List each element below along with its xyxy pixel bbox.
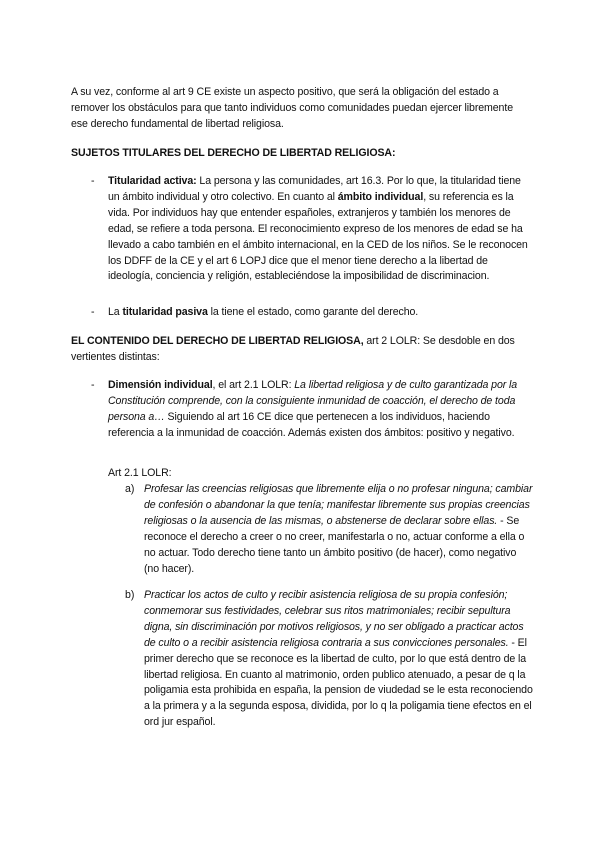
term-titularidad-pasiva: titularidad pasiva — [122, 306, 208, 318]
art-label: Art 2.1 LOLR: — [108, 467, 172, 479]
section-heading-contenido-bold: EL CONTENIDO DEL DERECHO DE LIBERTAD RELIGIOSA, — [71, 335, 364, 347]
bullet-marker: - — [91, 175, 95, 187]
item-b-paragraph: Practicar los actos de culto y recibir asistencia religiosa de su propia confesión; conmemorar sus festividades, celebrar sus ritos matrimoniales; recibir sepultura digna, sin discriminación por motivos religiosos, y no ser obligado a practicar actos de culto o a recibir asistencia religiosa contraria a sus convicciones personales. - El primer derecho que se reconoce es la libertad de culto, por lo que está dentro de la libertad religiosa. En cuanto al matrimonio, orden publico atenuado, a pesar de q la poligamia esta prohibida en españa, la pension de viudedad se le esta reconociendo a la primera y a la segunda esposa, dividida, por lo q la poligamia tiene efectos en el ord jur español. — [144, 589, 533, 729]
item-a-quote: Profesar las creencias religiosas que libremente elija o no profesar ninguna; cambiar de confesión o abandonar la que tenía; manifestar libremente sus propias creencias religiosas o la ausencia de las mismas, o abstenerse de declarar sobre ellas. — [144, 483, 533, 527]
item-b-quote: Practicar los actos de culto y recibir asistencia religiosa de su propia confesión; conmemorar sus festividades, celebrar sus ritos matrimoniales; recibir sepultura digna, sin discriminación por motivos religiosos, y no ser obligado a practicar actos de culto o a recibir asistencia religiosa contraria a sus convicciones personales. — [144, 589, 524, 649]
bullet-dimension-individual: Dimensión individual, el art 2.1 LOLR: La libertad religiosa y de culto garantizada por la Constitución comprende, con la consiguiente inmunidad de coacción, el derecho de toda persona a… Siguiendo al art 16 CE dice que pertenecen a los individuos, haciendo referencia a la inmunidad de coacción. Además existen dos ámbitos: positivo y negativo. — [108, 379, 518, 439]
section-heading-titulares: SUJETOS TITULARES DEL DERECHO DE LIBERTAD RELIGIOSA: — [71, 147, 396, 159]
quote-art-2-1: La libertad religiosa y de culto garantizada por la Constitución comprende, con la consiguiente inmunidad de coacción, el derecho de toda persona a… — [108, 379, 518, 423]
bullet-marker: - — [91, 379, 95, 391]
item-a-paragraph: Profesar las creencias religiosas que libremente elija o no profesar ninguna; cambiar de confesión o abandonar la que tenía; manifestar libremente sus propias creencias religiosas o la ausencia de las mismas, o abstenerse de declarar sobre ellas. - Se reconoce el derecho a creer o no creer, manifestarla o no, actuar conforme a ella o no actuar. Todo derecho tiene tanto un ámbito positivo (de hacer), como negativo (no hacer). — [144, 483, 533, 575]
term-dimension-individual: Dimensión individual — [108, 379, 213, 391]
bullet-marker: - — [91, 306, 95, 318]
item-marker-a: a) — [125, 483, 135, 495]
term-titularidad-activa: Titularidad activa: — [108, 175, 197, 187]
intro-paragraph: A su vez, conforme al art 9 CE existe un aspecto positivo, que será la obligación del estado a remover los obstáculos para que tanto individuos como comunidades puedan ejercer libremente ese derecho fundamental de libertad religiosa. — [71, 86, 513, 130]
section-heading-contenido: EL CONTENIDO DEL DERECHO DE LIBERTAD RELIGIOSA, art 2 LOLR: Se desdoble en dos vertientes distintas: — [71, 335, 515, 363]
bullet-titularidad-pasiva: La titularidad pasiva la tiene el estado, como garante del derecho. — [108, 306, 419, 318]
term-ambito-individual: ámbito individual — [337, 190, 424, 203]
item-marker-b: b) — [125, 589, 135, 601]
bullet-titularidad-activa: Titularidad activa: La persona y las comunidades, art 16.3. Por lo que, la titularidad tiene un ámbito individual y otro colectivo. En cuanto al ámbito individual, su referencia es la vida. Por individuos hay que entender españoles, extranjeros y también los menores de edad, se refiere a toda persona. El reconocimiento expreso de los menores de edad se ha llevado a cabo también en el ámbito internacional, en la CED de los niños. Se le reconocen los DDFF de la CE y el art 6 LOPJ dice que el menor tiene derecho a la libertad de ideología, conciencia y religión, estableciéndose la imposibilidad de discriminacion. — [108, 175, 528, 283]
